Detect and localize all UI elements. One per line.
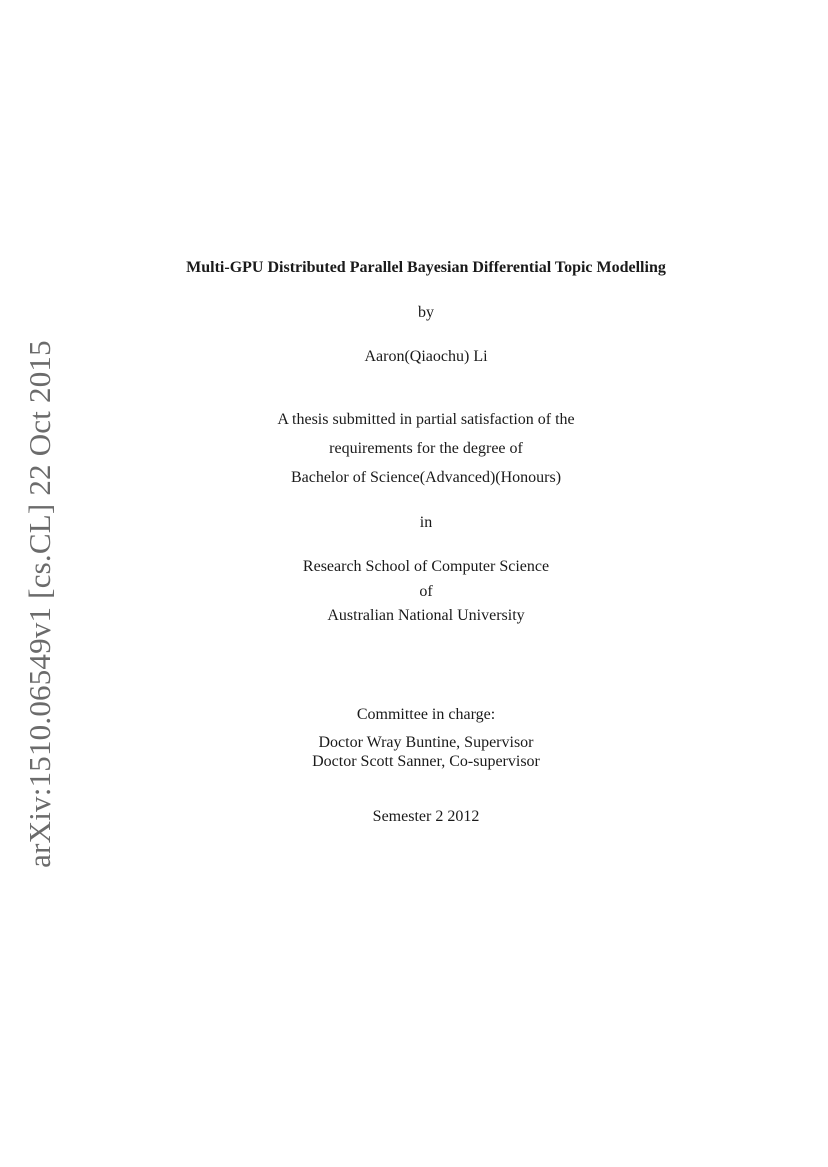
semester: Semester 2 2012 xyxy=(372,808,480,825)
degree-name: Bachelor of Science(Advanced)(Honours) xyxy=(290,469,562,486)
arxiv-stamp-text: arXiv:1510.06549v1 [cs.CL] 22 Oct 2015 xyxy=(22,340,57,868)
submission-line-2: requirements for the degree of xyxy=(329,440,523,457)
school-name: Research School of Computer Science xyxy=(302,558,550,575)
submission-line-1: A thesis submitted in partial satisfaction of the xyxy=(277,411,575,428)
committee-supervisor: Doctor Wray Buntine, Supervisor xyxy=(318,734,534,751)
in-label: in xyxy=(419,514,433,531)
thesis-title: Multi-GPU Distributed Parallel Bayesian Differential Topic Modelling xyxy=(186,259,666,276)
by-label: by xyxy=(418,304,434,321)
university-name: Australian National University xyxy=(327,607,525,624)
author-name: Aaron(Qiaochu) Li xyxy=(364,348,488,365)
of-label: of xyxy=(419,583,433,600)
committee-co-supervisor: Doctor Scott Sanner, Co-supervisor xyxy=(312,753,540,770)
committee-heading: Committee in charge: xyxy=(356,706,496,723)
